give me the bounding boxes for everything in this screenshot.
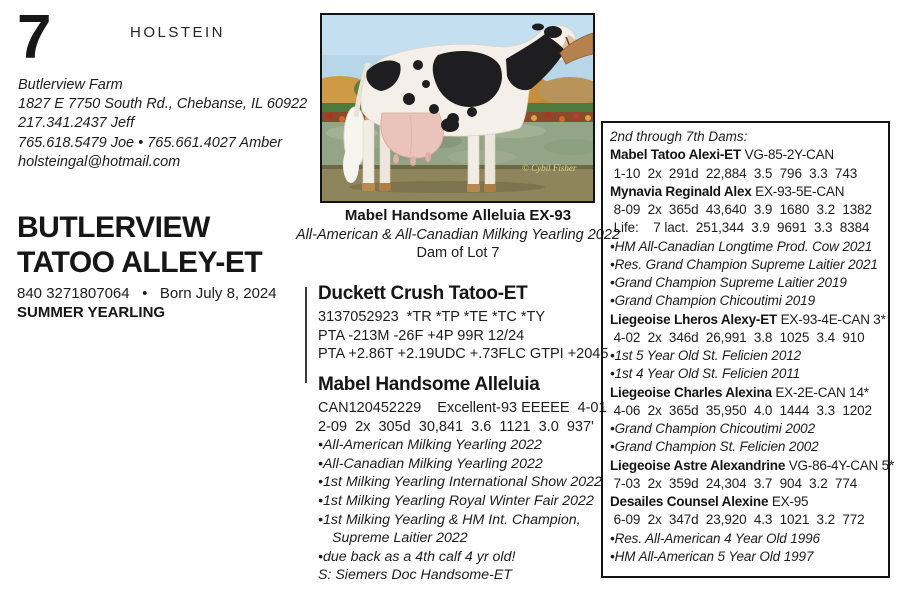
ancestor-dam-record: 4-06 2x 365d 35,950 4.0 1444 3.3 1202 — [610, 402, 872, 418]
ancestor-dam-achievement: •Res. Grand Champion Supreme Laitier 2021 — [610, 256, 878, 272]
animal-name-line1: BUTLERVIEW — [17, 211, 210, 244]
ancestor-dam-name: Mabel Tatoo Alexi-ET VG-85-2Y-CAN — [610, 147, 834, 163]
dam-achievement: •due back as a 4th calf 4 yr old! — [318, 548, 516, 565]
dam-achievement: •All-American Milking Yearling 2022 — [318, 437, 542, 454]
ancestor-dam-record: 4-02 2x 346d 26,991 3.8 1025 3.4 910 — [610, 329, 865, 345]
consignor-line: Butlerview Farm — [18, 77, 123, 93]
animal-title-block — [17, 210, 327, 321]
sire-name: Duckett Crush Tatoo-ET — [318, 283, 528, 304]
photo-watermark: © Cybil Fisher — [522, 163, 577, 173]
sire-data-line: PTA -213M -26F +4P 99R 12/24 — [318, 327, 525, 344]
sire-block — [318, 283, 610, 364]
ancestor-dam-achievement: •Grand Champion Chicoutimi 2019 — [610, 293, 815, 309]
dams-box-entries — [610, 146, 895, 566]
consignor-line: 1827 E 7750 South Rd., Chebanse, IL 60922 — [18, 96, 308, 113]
dam-achievement: •1st Milking Yearling International Show 2022 — [318, 474, 602, 491]
dams-box-header: 2nd through 7th Dams: — [610, 129, 748, 144]
cow-shadow — [349, 181, 545, 193]
lot-number: 7 — [17, 3, 50, 72]
breed-label: HOLSTEIN — [130, 24, 226, 41]
ancestor-dam-name: Liegeoise Lheros Alexy-ET EX-93-4E-CAN 3* — [610, 311, 886, 327]
photo-caption — [293, 207, 623, 263]
dam-bullets — [318, 436, 610, 566]
dam-data-line: 2-09 2x 305d 30,841 3.6 1121 3.0 937' — [318, 418, 594, 435]
ancestor-dam-record: Life: 7 lact. 251,344 3.9 9691 3.3 8384 — [610, 220, 870, 236]
dam-photo-illustration — [322, 15, 593, 201]
caption-dam-name: Mabel Handsome Alleluia EX-93 — [344, 207, 572, 224]
dam-sire-note: S: Siemers Doc Handsome-ET — [318, 567, 512, 584]
sire-lines — [318, 308, 610, 364]
ancestor-dam-achievement: •Grand Champion Supreme Laitier 2019 — [610, 275, 847, 290]
ancestor-dam-achievement: •HM All-Canadian Longtime Prod. Cow 2021 — [610, 238, 873, 254]
ancestor-dam-record: 1-10 2x 291d 22,884 3.5 796 3.3 743 — [610, 165, 858, 181]
ancestor-dam-achievement: •Res. All-American 4 Year Old 1996 — [610, 530, 820, 546]
dam-block — [318, 374, 610, 585]
consignor-block — [18, 76, 307, 172]
animal-name-line2: TATOO ALLEY-ET — [17, 246, 263, 279]
caption-relation: Dam of Lot 7 — [416, 245, 500, 261]
dam-achievement: •1st Milking Yearling & HM Int. Champion, Supreme Laitier 2022 — [318, 511, 581, 547]
ancestor-dam-achievement: •Grand Champion St. Felicien 2002 — [610, 439, 819, 455]
consignor-line: holsteingal@hotmail.com — [18, 153, 181, 170]
ancestor-dam-record: 6-09 2x 347d 23,920 4.3 1021 3.2 772 — [610, 512, 865, 528]
dam-achievement: •All-Canadian Milking Yearling 2022 — [318, 455, 543, 472]
ancestor-dam-achievement: •Grand Champion Chicoutimi 2002 — [610, 421, 815, 436]
ancestor-dam-name: Mynavia Reginald Alex EX-93-5E-CAN — [610, 183, 845, 199]
dam-data-line: CAN120452229 Excellent-93 EEEEE 4-01 — [318, 400, 607, 416]
sire-data-line: PTA +2.86T +2.19UDC +.73FLC GTPI +2045 — [318, 346, 609, 363]
dams-box — [601, 121, 895, 578]
dam-achievement: •1st Milking Yearling Royal Winter Fair 2022 — [318, 492, 594, 509]
show-class-label: SUMMER YEARLING — [17, 304, 166, 321]
ancestor-dam-name: Liegeoise Astre Alexandrine VG-86-4Y-CAN 5* — [610, 457, 895, 473]
dam-photo — [320, 13, 595, 203]
registration-birthdate: 840 3271807064 • Born July 8, 2024 — [17, 285, 277, 302]
ancestor-dam-name: Liegeoise Charles Alexina EX-2E-CAN 14* — [610, 384, 869, 400]
ancestor-dam-achievement: •1st 5 Year Old St. Felicien 2012 — [610, 348, 802, 363]
ancestor-dam-achievement: •HM All-American 5 Year Old 1997 — [610, 548, 814, 564]
ancestor-dam-record: 7-03 2x 359d 24,304 3.7 904 3.2 774 — [610, 475, 858, 491]
ancestor-dam-achievement: •1st 4 Year Old St. Felicien 2011 — [610, 366, 801, 382]
sire-data-line: 3137052923 *TR *TP *TE *TC *TY — [318, 309, 546, 325]
consignor-line: 217.341.2437 Jeff — [18, 115, 135, 132]
ancestor-dam-name: Desailes Counsel Alexine EX-95 — [610, 494, 809, 509]
dam-lines — [318, 399, 610, 436]
consignor-line: 765.618.5479 Joe • 765.661.4027 Amber — [18, 134, 283, 151]
dam-name: Mabel Handsome Alleluia — [318, 374, 540, 395]
caption-award: All-American & All-Canadian Milking Yearling 2022 — [296, 226, 620, 243]
pedigree-bracket-line — [305, 287, 307, 383]
ancestor-dam-record: 8-09 2x 365d 43,640 3.9 1680 3.2 1382 — [610, 202, 872, 217]
